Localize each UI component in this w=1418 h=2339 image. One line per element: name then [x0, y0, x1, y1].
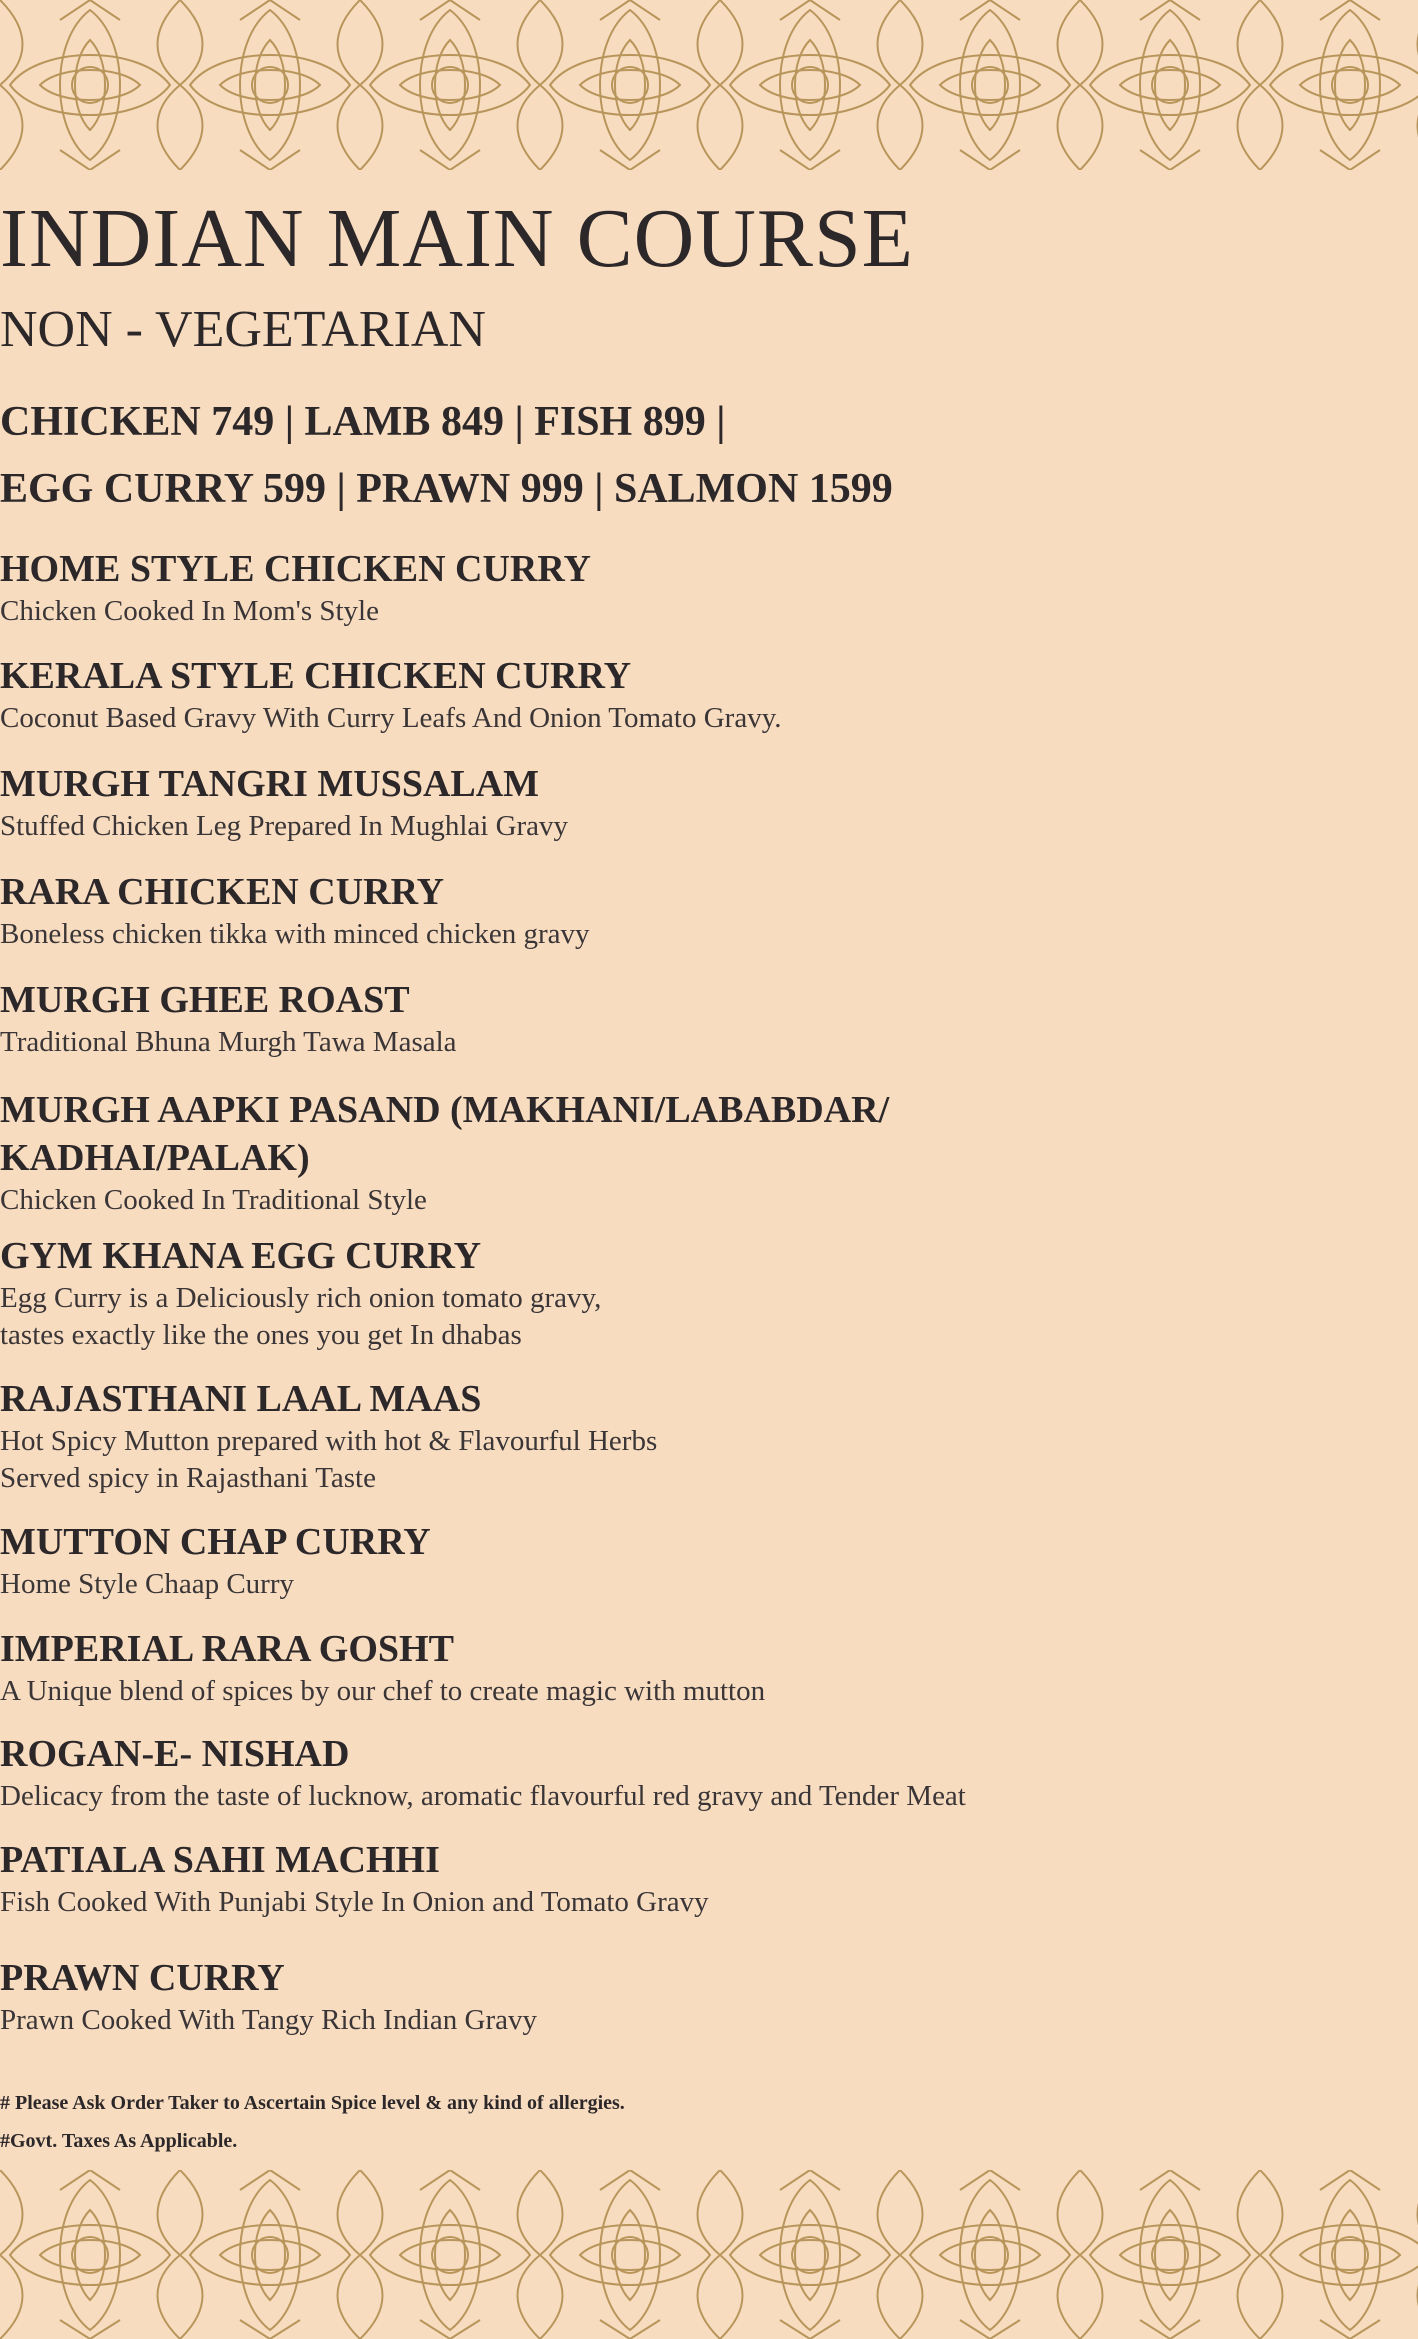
item-description: Coconut Based Gravy With Curry Leafs And Onion Tomato Gravy. — [0, 702, 782, 734]
menu-item — [0, 1086, 1418, 1219]
menu-item — [0, 760, 1418, 845]
item-description-continued: Served spicy in Rajasthani Taste — [0, 1462, 376, 1494]
item-name: GYM KHANA EGG CURRY — [0, 1235, 482, 1277]
item-description: Traditional Bhuna Murgh Tawa Masala — [0, 1026, 457, 1058]
item-description: Fish Cooked With Punjabi Style In Onion and Tomato Gravy — [0, 1886, 709, 1918]
item-name: KERALA STYLE CHICKEN CURRY — [0, 655, 632, 697]
menu-item — [0, 976, 1418, 1061]
item-name: HOME STYLE CHICKEN CURRY — [0, 548, 591, 590]
menu-item — [0, 868, 1418, 953]
item-name: MURGH TANGRI MUSSALAM — [0, 763, 540, 805]
item-description-continued: tastes exactly like the ones you get In dhabas — [0, 1319, 522, 1351]
item-name: PATIALA SAHI MACHHI — [0, 1839, 440, 1881]
item-name: RARA CHICKEN CURRY — [0, 871, 445, 913]
item-description: Home Style Chaap Curry — [0, 1568, 294, 1600]
item-description: Chicken Cooked In Mom's Style — [0, 595, 379, 627]
bottom-ornament-border — [0, 2170, 1418, 2339]
item-description: Hot Spicy Mutton prepared with hot & Flavourful Herbs — [0, 1425, 658, 1457]
menu-item — [0, 652, 1418, 737]
item-name: ROGAN-E- NISHAD — [0, 1733, 350, 1775]
menu-item — [0, 1836, 1418, 1921]
item-name: MURGH GHEE ROAST — [0, 979, 410, 1021]
menu-item — [0, 1625, 1418, 1710]
item-description: Prawn Cooked With Tangy Rich Indian Gravy — [0, 2004, 537, 2036]
item-description: Boneless chicken tikka with minced chicken gravy — [0, 918, 590, 950]
menu-item — [0, 1954, 1418, 2039]
price-line-1: CHICKEN 749 | LAMB 849 | FISH 899 | — [0, 399, 726, 445]
item-description: Stuffed Chicken Leg Prepared In Mughlai Gravy — [0, 810, 569, 842]
item-name: IMPERIAL RARA GOSHT — [0, 1628, 454, 1670]
item-name: RAJASTHANI LAAL MAAS — [0, 1378, 482, 1420]
item-description: A Unique blend of spices by our chef to create magic with mutton — [0, 1675, 766, 1707]
item-description: Delicacy from the taste of lucknow, aromatic flavourful red gravy and Tender Meat — [0, 1780, 966, 1812]
menu-item — [0, 1232, 1418, 1354]
footnote-allergies: # Please Ask Order Taker to Ascertain Spice level & any kind of allergies. — [0, 2092, 625, 2114]
menu-item — [0, 545, 1418, 630]
item-name: MURGH AAPKI PASAND (MAKHANI/LABABDAR/ — [0, 1089, 890, 1131]
footnote-taxes: #Govt. Taxes As Applicable. — [0, 2130, 238, 2152]
item-name: MUTTON CHAP CURRY — [0, 1521, 431, 1563]
menu-item — [0, 1375, 1418, 1497]
menu-item — [0, 1518, 1418, 1603]
price-line-2: EGG CURRY 599 | PRAWN 999 | SALMON 1599 — [0, 466, 893, 512]
menu-title: INDIAN MAIN COURSE — [0, 192, 914, 285]
item-description: Chicken Cooked In Traditional Style — [0, 1184, 427, 1216]
item-name: PRAWN CURRY — [0, 1957, 285, 1999]
menu-item — [0, 1730, 1418, 1815]
item-name-continued: KADHAI/PALAK) — [0, 1137, 310, 1179]
item-description: Egg Curry is a Deliciously rich onion tomato gravy, — [0, 1282, 602, 1314]
top-ornament-border — [0, 0, 1418, 170]
menu-subtitle: NON - VEGETARIAN — [0, 301, 486, 358]
